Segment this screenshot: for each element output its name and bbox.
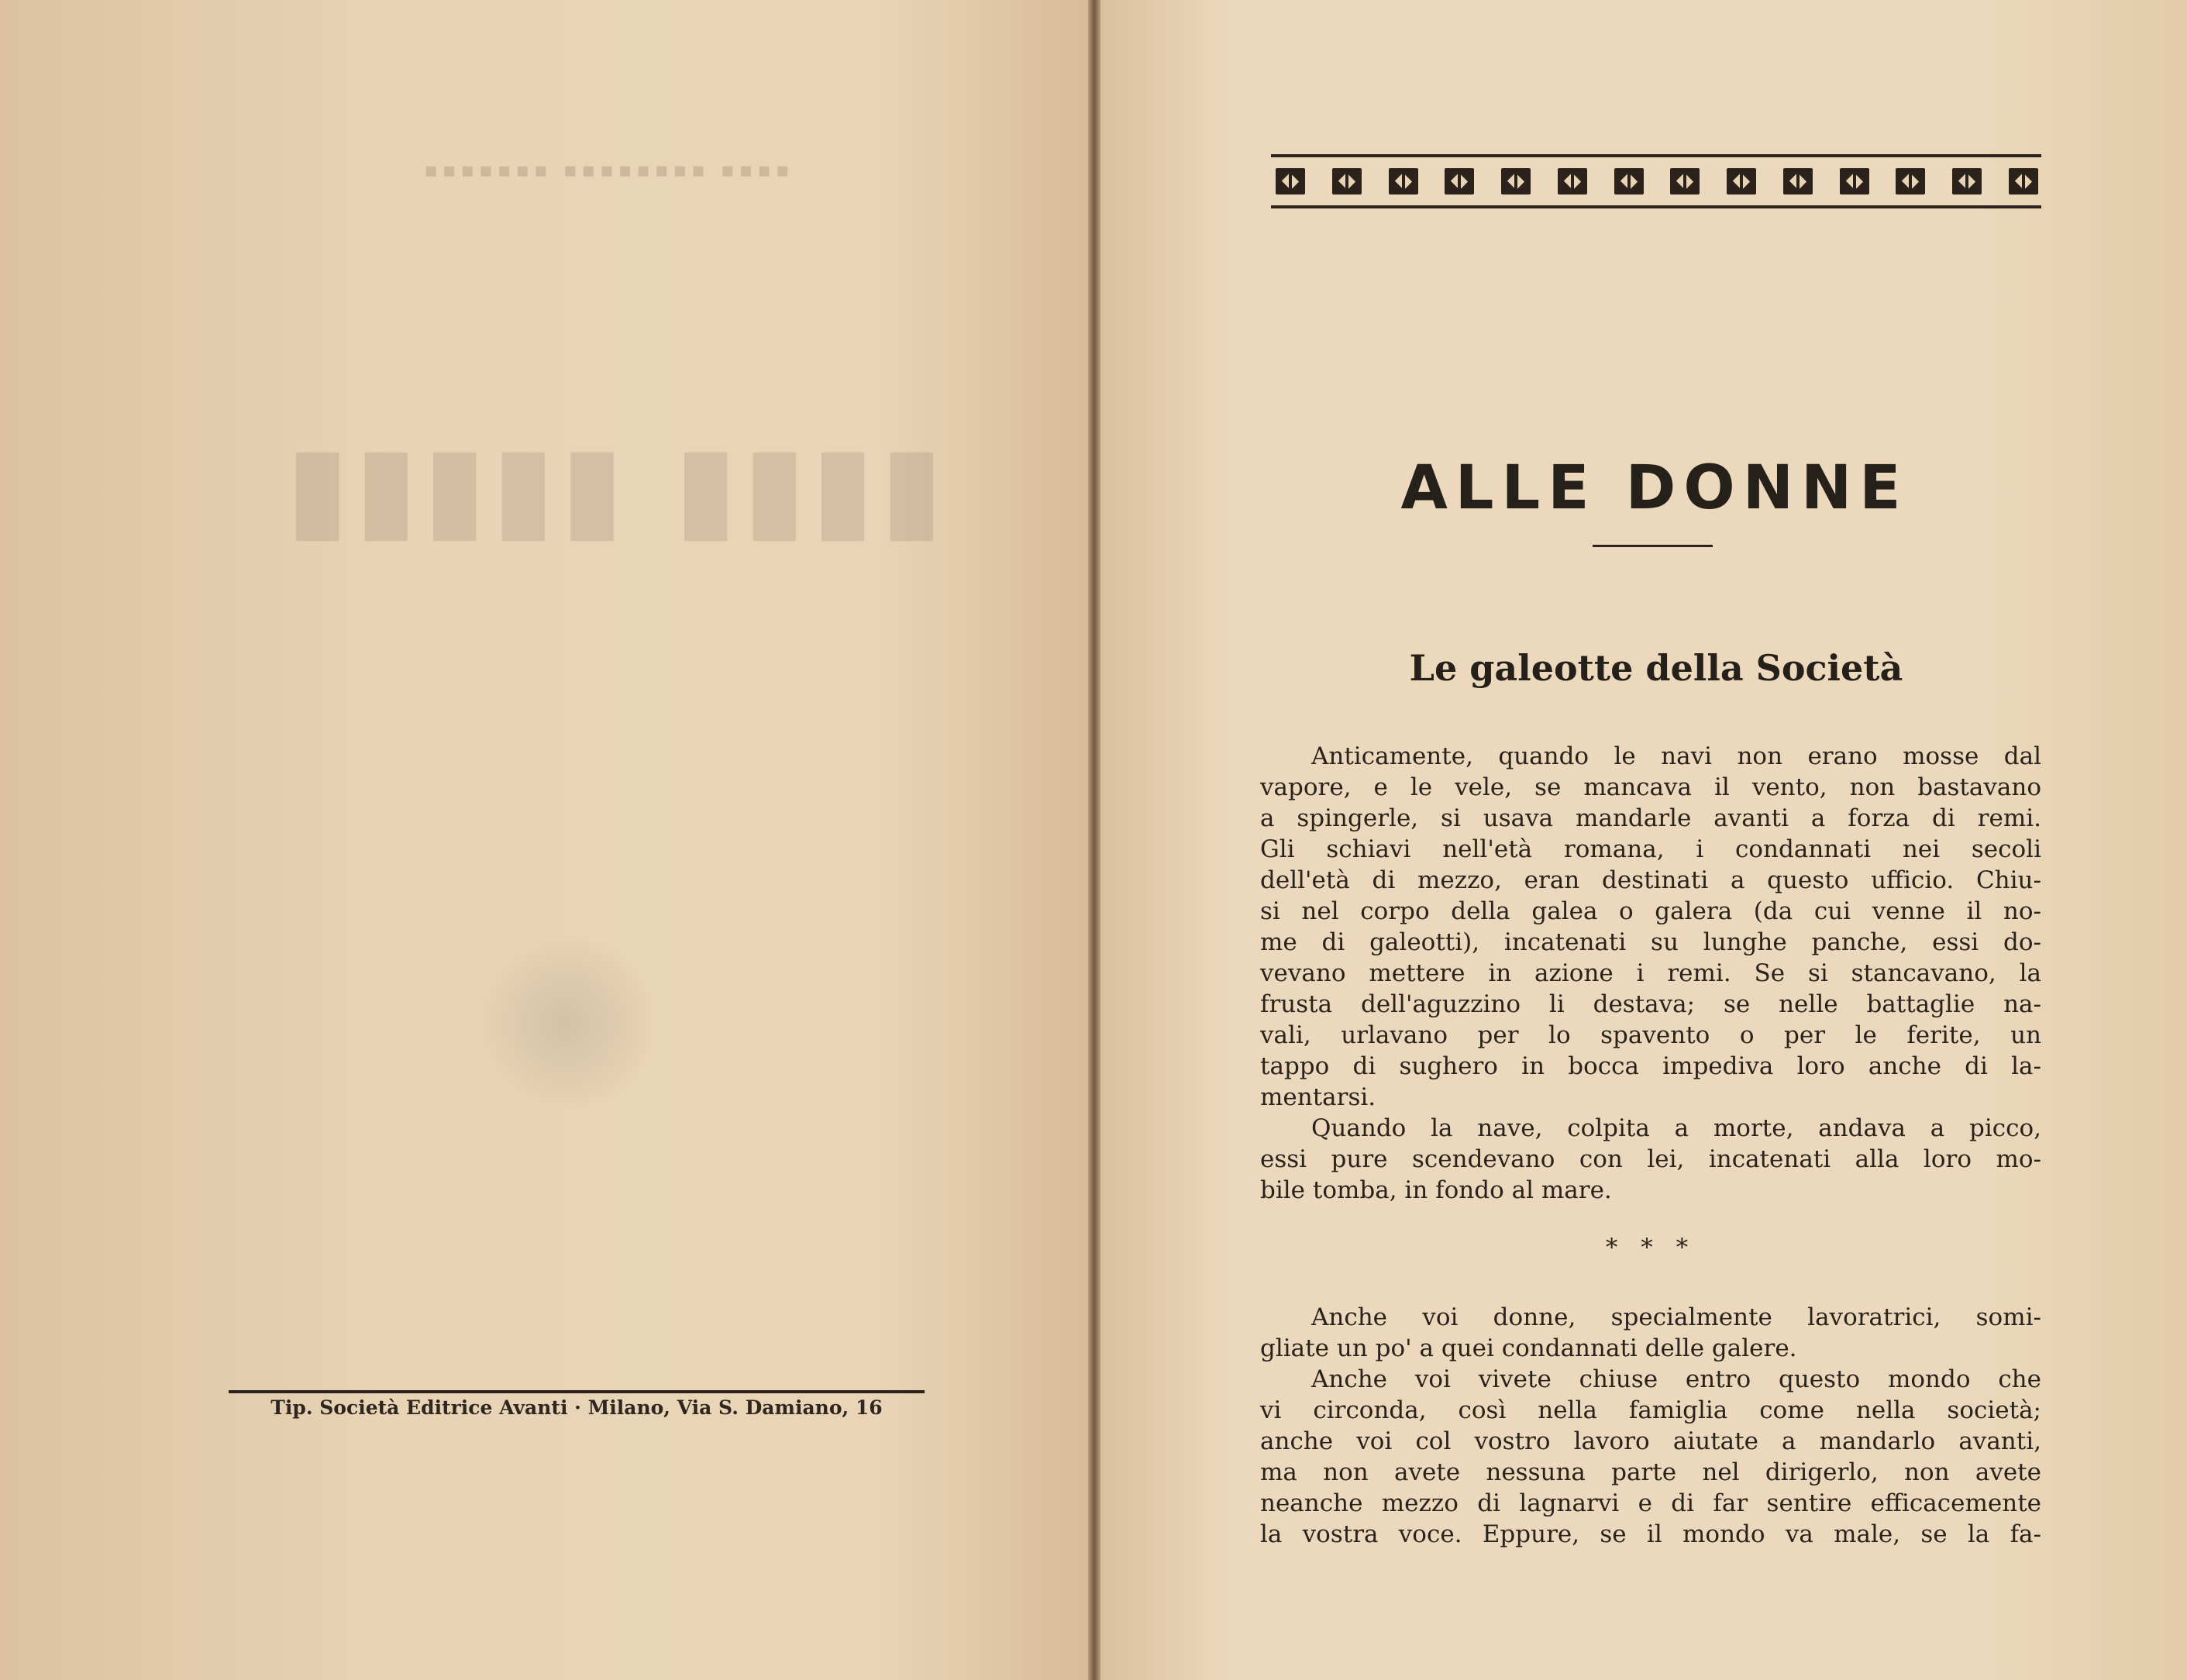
imprint-rule (229, 1390, 925, 1393)
text-line: dell'età di mezzo, eran destinati a questo ufficio. Chiu- (1260, 866, 2041, 894)
show-through-author: ▪▪▪▪ ▪▪▪▪▪▪▪▪ ▪▪▪▪▪▪▪ (419, 159, 790, 182)
section-separator: * * * (1605, 1234, 1696, 1262)
text-line: Quando la nave, colpita a morte, andava a picco, (1311, 1114, 2041, 1142)
text-line: Gli schiavi nell'età romana, i condannati nei secoli (1260, 835, 2041, 863)
ornament-tile-icon (1840, 168, 1869, 195)
ornament-tile-icon (1670, 168, 1700, 195)
text-line: me di galeotti), incatenati su lunghe panche, essi do- (1260, 928, 2041, 956)
body-text (1260, 741, 2041, 1550)
page-title: ALLE DONNE (1400, 453, 1909, 523)
ornament-bottom-rule (1271, 205, 2041, 208)
chapter-heading: Le galeotte della Società (1409, 647, 1903, 689)
text-line: la vostra voce. Eppure, se il mondo va male, se la fa- (1260, 1520, 2041, 1548)
ornament-tile-icon (1896, 168, 1925, 195)
ornament-top-rule (1271, 154, 2041, 157)
ornament-tile-icon (1389, 168, 1418, 195)
text-line: ma non avete nessuna parte nel dirigerlo, non avete (1260, 1458, 2041, 1486)
text-line: Anticamente, quando le navi non erano mosse dal (1311, 742, 2041, 770)
text-line: vevano mettere in azione i remi. Se si stancavano, la (1260, 959, 2041, 987)
show-through-title: ▮▮▮▮ ▮▮▮▮▮ (281, 418, 944, 555)
text-line: gliate un po' a quei condannati delle galere. (1260, 1334, 1797, 1362)
ornament-tile-icon (1558, 168, 1587, 195)
text-line: anche voi col vostro lavoro aiutate a mandarlo avanti, (1260, 1427, 2041, 1455)
decorative-header-band (1271, 151, 2041, 213)
show-through-emblem (473, 938, 659, 1108)
text-line: si nel corpo della galea o galera (da cui venne il no- (1260, 897, 2041, 925)
text-line: Anche voi vivete chiuse entro questo mondo che (1311, 1365, 2041, 1393)
ornament-tile-icon (1614, 168, 1644, 195)
ornament-tile-icon (1445, 168, 1474, 195)
text-line: bile tomba, in fondo al mare. (1260, 1176, 1612, 1204)
ornament-tile-icon (1783, 168, 1813, 195)
ornament-tile-icon (2009, 168, 2038, 195)
ornament-tiles (1276, 168, 2038, 198)
text-line: vapore, e le vele, se mancava il vento, non bastavano (1260, 773, 2041, 801)
ornament-tile-icon (1276, 168, 1305, 195)
title-underline (1593, 545, 1713, 547)
text-line: vi circonda, così nella famiglia come nella società; (1260, 1396, 2041, 1424)
text-line: vali, urlavano per lo spavento o per le ferite, un (1260, 1021, 2041, 1049)
text-line: tappo di sughero in bocca impediva loro anche di la- (1260, 1052, 2041, 1080)
ornament-tile-icon (1952, 168, 1982, 195)
ornament-tile-icon (1727, 168, 1756, 195)
text-line: a spingerle, si usava mandarle avanti a forza di remi. (1260, 804, 2041, 832)
text-line: frusta dell'aguzzino li destava; se nelle battaglie na- (1260, 990, 2041, 1018)
text-line: mentarsi. (1260, 1083, 1376, 1111)
printer-imprint: Tip. Società Editrice Avanti · Milano, Via S. Damiano, 16 (270, 1396, 883, 1419)
text-line: essi pure scendevano con lei, incatenati alla loro mo- (1260, 1145, 2041, 1173)
text-line: neanche mezzo di lagnarvi e di far sentire efficacemente (1260, 1489, 2041, 1517)
ornament-tile-icon (1501, 168, 1531, 195)
text-line: Anche voi donne, specialmente lavoratrici, somi- (1311, 1303, 2041, 1331)
ornament-tile-icon (1332, 168, 1362, 195)
